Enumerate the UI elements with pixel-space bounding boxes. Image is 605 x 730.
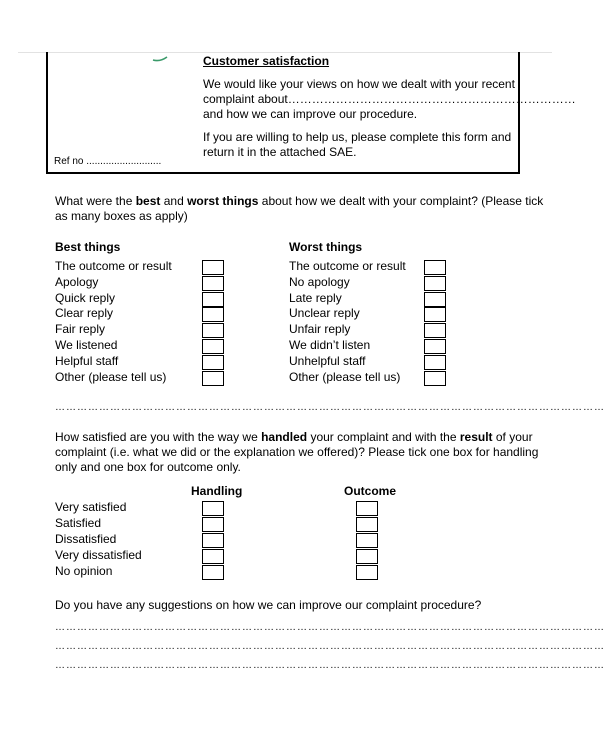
- best-thing-label: Fair reply: [55, 322, 106, 337]
- intro-line-1: We would like your views on how we dealt with your recent: [203, 77, 515, 91]
- worst-thing-label: We didn’t listen: [289, 338, 371, 352]
- worst-thing-label: Unfair reply: [289, 322, 351, 337]
- handling-checkbox[interactable]: [202, 501, 224, 516]
- best-thing-label: Quick reply: [55, 290, 116, 305]
- intro-line-3: and how we can improve our procedure.: [203, 107, 418, 121]
- best-thing-checkbox[interactable]: [202, 355, 224, 370]
- handling-checkbox[interactable]: [202, 565, 224, 580]
- worst-thing-checkbox[interactable]: [424, 292, 446, 307]
- q1-text-line-1: What were the best and worst things about how we dealt with your complaint? (Please tick: [55, 194, 544, 208]
- outcome-checkbox[interactable]: [356, 533, 378, 548]
- best-thing-label: Helpful staff: [55, 353, 119, 368]
- handling-checkbox[interactable]: [202, 517, 224, 532]
- satisfaction-option-label: Satisfied: [55, 516, 102, 530]
- help-line-2: return it in the attached SAE.: [203, 145, 357, 159]
- best-thing-checkbox[interactable]: [202, 292, 224, 307]
- worst-thing-label: The outcome or result: [289, 259, 406, 273]
- best-thing-checkbox[interactable]: [202, 323, 224, 338]
- outcome-heading: Outcome: [344, 484, 397, 498]
- worst-thing-label: No apology: [289, 274, 350, 289]
- q3-question: Do you have any suggestions on how we can improve our complaint procedure?: [55, 598, 482, 612]
- best-thing-checkbox[interactable]: [202, 276, 224, 291]
- form-title: Customer satisfaction: [203, 54, 330, 68]
- satisfaction-option-label: Very dissatisfied: [55, 548, 142, 562]
- worst-thing-checkbox[interactable]: [424, 307, 446, 322]
- worst-thing-checkbox[interactable]: [424, 276, 446, 291]
- suggestion-line[interactable]: ……………………………………………………………………………………………………………………………………: [55, 622, 605, 633]
- outcome-checkbox[interactable]: [356, 565, 378, 580]
- best-things-heading: Best things: [55, 240, 121, 254]
- best-thing-checkbox[interactable]: [202, 260, 224, 275]
- intro-line-2: complaint about………………………………………………………………: [203, 92, 576, 106]
- handling-heading: Handling: [191, 484, 243, 498]
- worst-thing-label: Other (please tell us): [289, 369, 401, 384]
- worst-thing-label: Unhelpful staff: [289, 353, 366, 368]
- outcome-checkbox[interactable]: [356, 517, 378, 532]
- handling-checkbox[interactable]: [202, 549, 224, 564]
- worst-thing-checkbox[interactable]: [424, 339, 446, 354]
- worst-thing-checkbox[interactable]: [424, 355, 446, 370]
- best-thing-checkbox[interactable]: [202, 371, 224, 386]
- ref-no-field[interactable]: Ref no ...........................: [54, 156, 162, 167]
- q2-text-line-1: How satisfied are you with the way we handled your complaint and with the result of your: [55, 430, 533, 444]
- logo-swoosh-icon: [152, 56, 168, 62]
- handling-checkbox[interactable]: [202, 533, 224, 548]
- satisfaction-option-label: Very satisfied: [55, 500, 127, 514]
- worst-thing-checkbox[interactable]: [424, 260, 446, 275]
- worst-things-heading: Worst things: [289, 240, 363, 254]
- q2-text-line-3: only and one box for outcome only.: [55, 460, 241, 474]
- help-line-1: If you are willing to help us, please complete this form and: [203, 130, 512, 144]
- worst-thing-label: Unclear reply: [289, 306, 360, 321]
- best-thing-checkbox[interactable]: [202, 307, 224, 322]
- outcome-checkbox[interactable]: [356, 501, 378, 516]
- other-answer-line[interactable]: ……………………………………………………………………………………………………………………………………: [55, 402, 605, 413]
- worst-thing-label: Late reply: [289, 290, 342, 305]
- best-thing-label: Clear reply: [55, 306, 114, 321]
- best-thing-label: We listened: [55, 338, 118, 352]
- suggestion-line[interactable]: ……………………………………………………………………………………………………………………………………: [55, 641, 605, 652]
- satisfaction-option-label: Dissatisfied: [55, 532, 117, 546]
- best-thing-checkbox[interactable]: [202, 339, 224, 354]
- satisfaction-option-label: No opinion: [55, 564, 113, 578]
- worst-thing-checkbox[interactable]: [424, 323, 446, 338]
- best-thing-label: Apology: [55, 274, 99, 289]
- q1-text-line-2: as many boxes as apply): [55, 209, 188, 223]
- best-thing-label: Other (please tell us): [55, 369, 167, 384]
- worst-thing-checkbox[interactable]: [424, 371, 446, 386]
- outcome-checkbox[interactable]: [356, 549, 378, 564]
- suggestion-line[interactable]: ……………………………………………………………………………………………………………………………………: [55, 660, 605, 671]
- q2-text-line-2: complaint (i.e. what we did or the explanation we offered)? Please tick one box for handling: [55, 445, 539, 459]
- best-thing-label: The outcome or result: [55, 259, 172, 273]
